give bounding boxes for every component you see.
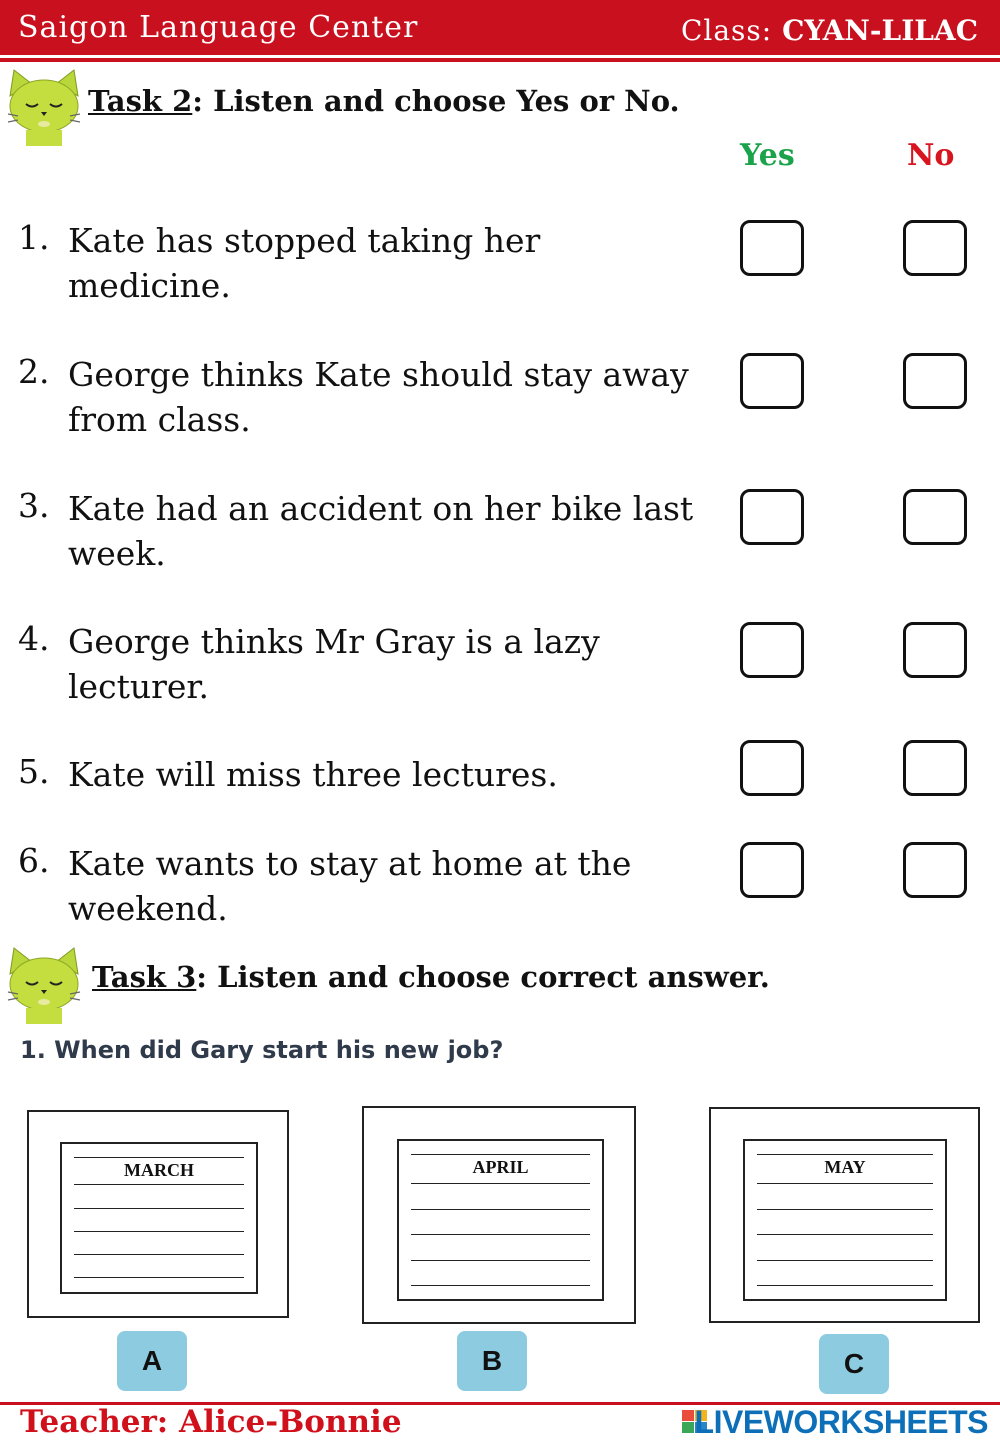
calendar-line: [411, 1209, 590, 1210]
question-text: Kate has stopped taking her medicine.: [68, 221, 541, 305]
class-label: Class:: [680, 14, 773, 47]
question-number: 2.: [18, 352, 50, 391]
yes-checkbox[interactable]: [740, 622, 804, 678]
calendar-page: [60, 1142, 258, 1294]
calendar-picture-c[interactable]: [709, 1107, 980, 1323]
calendar-line: [411, 1154, 590, 1155]
header-divider: [0, 58, 1000, 62]
calendar-month: MARCH: [124, 1160, 194, 1180]
no-column-header: No: [907, 138, 955, 173]
task3-instruction: : Listen and choose correct answer.: [196, 960, 770, 994]
option-b-button[interactable]: B: [457, 1331, 527, 1391]
calendar-line: [757, 1209, 933, 1210]
class-info: [681, 14, 978, 47]
calendar-picture-b[interactable]: [362, 1106, 636, 1324]
calendar-line: [411, 1260, 590, 1261]
yes-column-header: Yes: [740, 138, 795, 173]
calendar-line: [74, 1277, 244, 1278]
question-text: Kate wants to stay at home at the weekend.: [68, 844, 632, 928]
calendar-line: [411, 1285, 590, 1286]
calendar-line: [411, 1183, 590, 1184]
task2-title: [88, 84, 680, 118]
task3-question: 1. When did Gary start his new job?: [20, 1036, 504, 1064]
calendar-line: [757, 1154, 933, 1155]
no-checkbox[interactable]: [903, 842, 967, 898]
calendar-line: [74, 1231, 244, 1232]
cat-face-icon: [4, 944, 84, 1024]
no-checkbox[interactable]: [903, 489, 967, 545]
yes-checkbox[interactable]: [740, 740, 804, 796]
calendar-line: [757, 1285, 933, 1286]
calendar-picture-a[interactable]: [27, 1110, 289, 1318]
question-text: George thinks Mr Gray is a lazy lecturer.: [68, 622, 600, 706]
class-name: CYAN-LILAC: [782, 14, 978, 47]
task3-title: [92, 960, 770, 994]
question-number: 5.: [18, 752, 50, 791]
no-checkbox[interactable]: [903, 740, 967, 796]
question-number: 6.: [18, 841, 50, 880]
calendar-line: [757, 1234, 933, 1235]
no-checkbox[interactable]: [903, 220, 967, 276]
center-name: Saigon Language Center: [18, 10, 419, 45]
question-text: George thinks Kate should stay away from class.: [68, 355, 689, 439]
calendar-line: [74, 1254, 244, 1255]
teacher-name: Teacher: Alice-Bonnie: [20, 1404, 402, 1440]
question-text: Kate had an accident on her bike last week.: [68, 489, 694, 573]
no-checkbox[interactable]: [903, 622, 967, 678]
liveworksheets-brand: LIVEWORKSHEETS: [694, 1404, 988, 1440]
option-a-button[interactable]: A: [117, 1331, 187, 1391]
calendar-page: [743, 1139, 947, 1301]
calendar-month: MAY: [824, 1157, 866, 1177]
calendar-month: APRIL: [472, 1157, 529, 1177]
question-number: 1.: [18, 218, 50, 257]
cat-face-icon: [4, 66, 84, 146]
calendar-line: [757, 1183, 933, 1184]
calendar-line: [74, 1208, 244, 1209]
question-number: 4.: [18, 619, 50, 658]
calendar-line: [757, 1260, 933, 1261]
calendar-line: [411, 1234, 590, 1235]
yes-checkbox[interactable]: [740, 842, 804, 898]
no-checkbox[interactable]: [903, 353, 967, 409]
option-c-button[interactable]: C: [819, 1334, 889, 1394]
calendar-page: [397, 1139, 604, 1301]
task2-instruction: : Listen and choose Yes or No.: [192, 84, 680, 118]
task2-label: Task 2: [88, 84, 193, 118]
task3-label: Task 3: [92, 960, 197, 994]
calendar-line: [74, 1157, 244, 1158]
calendar-line: [74, 1184, 244, 1185]
yes-checkbox[interactable]: [740, 489, 804, 545]
question-number: 3.: [18, 486, 50, 525]
yes-checkbox[interactable]: [740, 353, 804, 409]
question-text: Kate will miss three lectures.: [68, 755, 558, 794]
yes-checkbox[interactable]: [740, 220, 804, 276]
